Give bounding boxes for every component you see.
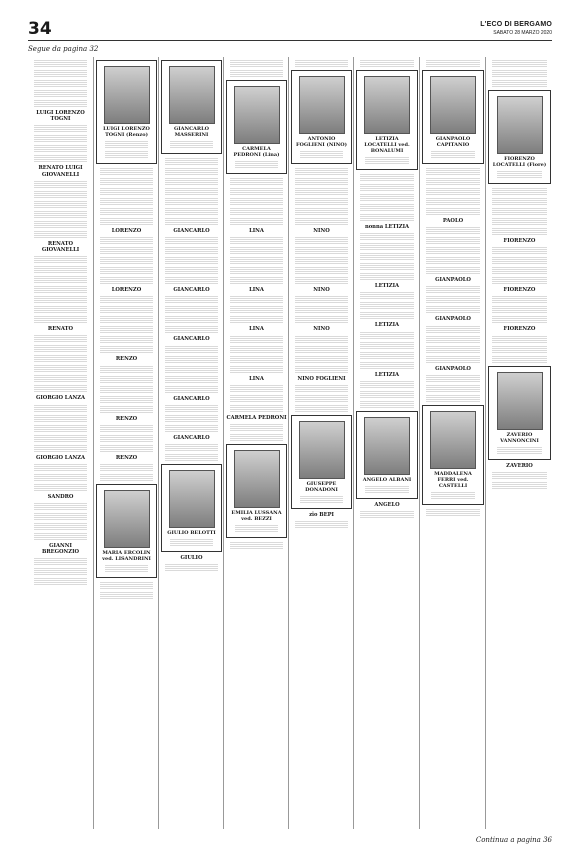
deceased-name: RENZO [115,356,138,363]
obituary-box [96,484,157,578]
column-8 [485,57,553,829]
portrait-photo [430,76,476,134]
deceased-name: NINO [313,326,330,333]
box-name: GIUSEPPE DONADONI [305,480,338,493]
portrait-photo [234,86,280,144]
obituary-box [96,60,157,164]
portrait-photo [299,421,345,479]
portrait-photo [497,372,543,430]
obituary-box [356,70,418,170]
box-name: GIANPAOLO CAPITANIO [435,136,471,148]
box-name: ZAVERIO VANNONCINI [500,431,539,444]
deceased-name: GIANCARLO [173,395,210,402]
deceased-name: LETIZIA [374,283,400,290]
box-name: EMILIA LUSSANA ved. BEZZI [231,510,282,523]
box-name: MADDALENA FERRI ved. CASTELLI [434,470,472,489]
deceased-name: RENATO GIOVANELLI [41,240,80,254]
column-5 [288,57,354,829]
portrait-photo [104,66,150,124]
deceased-name: PAOLO [442,218,464,224]
deceased-name: FIORENZO [503,326,536,333]
obituary-box [422,405,484,505]
deceased-name: CARMELA PEDRONI [226,414,287,421]
box-name: CARMELA PEDRONI (Lina) [233,146,280,158]
deceased-name: FIORENZO [503,238,536,244]
portrait-photo [364,417,410,475]
obituary-box [161,464,222,552]
deceased-name: LINA [249,375,264,382]
deceased-name: zio BEPI [309,511,334,518]
obituary-box [488,366,551,460]
deceased-name: GIANPAOLO [435,277,471,284]
portrait-photo [430,411,476,469]
portrait-photo [497,96,543,154]
deceased-name: LINA [249,326,264,333]
deceased-name: RENZO [115,415,138,422]
publication-date: SABATO 28 MARZO 2020 [493,30,552,36]
deceased-name: GIANPAOLO [435,365,471,372]
obituary-box [356,411,418,499]
portrait-photo [364,76,410,134]
deceased-name: GIANNI BREGONZIO [41,543,80,556]
deceased-name: LINA [249,287,264,294]
deceased-name: ANGELO [374,501,400,508]
deceased-name: GIORGIO LANZA [35,454,86,461]
obituary-box [422,70,484,164]
deceased-name: LETIZIA [374,322,400,329]
deceased-name: GIULIO [180,555,203,562]
deceased-name: LORENZO [111,228,142,234]
portrait-photo [169,470,215,528]
box-name: LUIGI LORENZO TOGNI (Renzo) [103,126,150,138]
deceased-name: GIANCARLO [173,287,210,294]
obituary-box [291,415,352,509]
deceased-name: LETIZIA [374,371,400,378]
deceased-name: NINO [313,228,330,234]
deceased-name: LORENZO [111,287,142,294]
deceased-name: GIANPAOLO [435,316,471,323]
column-2 [93,57,159,829]
deceased-name: NINO FOGLIENI [297,375,346,382]
continued-to: Continua a pagina 36 [475,836,552,844]
deceased-name: RENZO [115,454,138,461]
page-header [28,20,552,41]
deceased-name: GIANCARLO [173,228,210,234]
obituary-box [226,80,287,174]
column-6 [353,57,420,829]
continued-from: Segue da pagina 32 [28,45,99,53]
deceased-name: SANDRO [47,493,74,500]
deceased-name: NINO [313,287,330,294]
box-name: GIANCARLO MASSERINI [174,126,209,138]
obituary-box [488,90,551,184]
deceased-name: RENATO [47,326,74,333]
deceased-name: nonna LETIZIA [364,224,410,230]
obituary-box [291,70,352,164]
deceased-name: RENATO LUIGI GIOVANELLI [38,165,83,178]
box-name: LETIZIA LOCATELLI ved. BONALUMI [364,136,410,154]
column-7 [419,57,486,829]
column-1 [28,57,93,829]
portrait-photo [234,450,280,508]
column-4 [223,57,289,829]
portrait-photo [169,66,215,124]
deceased-name: GIANCARLO [173,336,210,343]
deceased-name: GIORGIO LANZA [35,395,86,402]
deceased-name: LUIGI LORENZO TOGNI [36,110,85,123]
portrait-photo [104,490,150,548]
box-name: FIORENZO LOCATELLI (Fiore) [492,156,547,168]
box-name: ANTONIO FOGLIENI (NINO) [295,136,348,148]
portrait-photo [299,76,345,134]
obituary-box [161,60,222,154]
obituary-box [226,444,287,538]
box-name: MARIA ERCOLIN ved. LISANDRINI [102,550,151,563]
column-3 [158,57,224,829]
deceased-name: LINA [249,228,264,234]
deceased-name: GIANCARLO [173,434,210,441]
deceased-name: ZAVERIO [506,462,533,469]
box-name: GIULIO BELOTTI [167,530,216,537]
page-number: 34 [28,19,52,39]
box-name: ANGELO ALBANI [362,476,412,483]
deceased-name: FIORENZO [503,287,536,294]
publication-name: L'ECO DI BERGAMO [480,21,552,28]
